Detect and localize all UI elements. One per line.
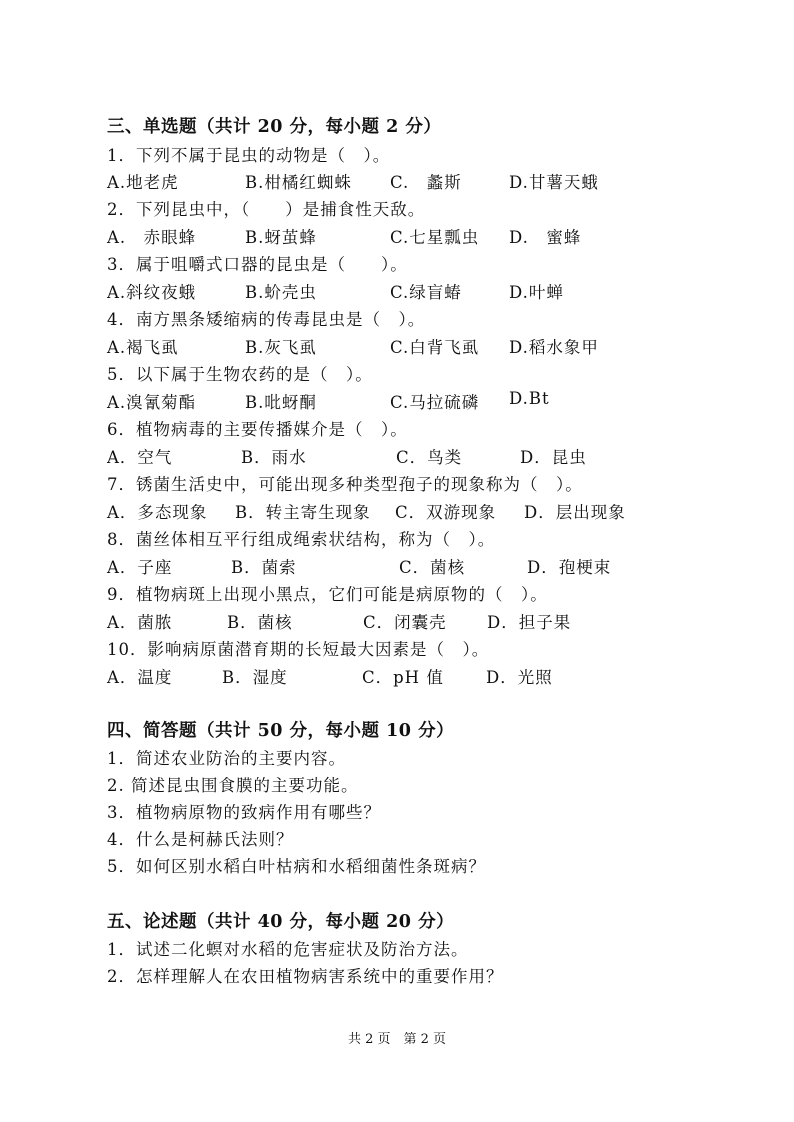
short-answer-1: 1．简述农业防治的主要内容。 (107, 749, 346, 768)
question-7: 7．锈菌生活史中，可能出现多种类型孢子的现象称为（ ）。 (107, 475, 583, 494)
q8-option-a: A．子座 (107, 558, 173, 577)
section3-title: 三、单选题（共计 20 分，每小题 2 分） (107, 117, 442, 137)
q10-option-a: A．温度 (107, 668, 173, 687)
q6-option-b: B．雨水 (241, 448, 307, 467)
question-6: 6．植物病毒的主要传播媒介是（ ）。 (107, 420, 408, 439)
q2-option-d: D. 蜜蜂 (509, 228, 582, 247)
q6-option-d: D．昆虫 (520, 448, 587, 467)
q9-option-b: B．菌核 (227, 613, 293, 632)
question-9: 9．植物病斑上出现小黑点，它们可能是病原物的（ ）。 (107, 585, 548, 604)
question-2: 2．下列昆虫中，（ ）是捕食性天敌。 (107, 200, 426, 219)
q7-option-d: D．层出现象 (524, 503, 626, 522)
question-1: 1．下列不属于昆虫的动物是（ ）。 (107, 146, 391, 165)
q7-option-b: B．转主寄生现象 (235, 503, 371, 522)
q4-option-a: A.褐飞虱 (107, 338, 179, 357)
q10-option-d: D．光照 (486, 668, 553, 687)
short-answer-4: 4．什么是柯赫氏法则？ (107, 830, 294, 849)
q8-option-d: D．孢梗束 (527, 558, 612, 577)
q2-option-c: C.七星瓢虫 (390, 228, 480, 247)
q5-option-c: C.马拉硫磷 (390, 393, 480, 412)
q6-option-c: C．鸟类 (396, 448, 463, 467)
q9-option-c: C．闭囊壳 (363, 613, 447, 632)
q4-option-c: C.白背飞虱 (390, 338, 480, 357)
q1-option-b: B.柑橘红蜘蛛 (245, 173, 352, 192)
q6-option-a: A．空气 (107, 448, 173, 467)
q8-option-b: B．菌索 (231, 558, 297, 577)
short-answer-2: 2. 简述昆虫围食膜的主要功能。 (107, 776, 359, 795)
section5-title: 五、论述题（共计 40 分，每小题 20 分） (107, 912, 455, 932)
question-5: 5．以下属于生物农药的是（ ）。 (107, 365, 373, 384)
q7-option-a: A．多态现象 (107, 503, 208, 522)
q5-option-d: D.Bt (509, 389, 550, 408)
question-4: 4．南方黑条矮缩病的传毒昆虫是（ ）。 (107, 310, 426, 329)
question-3: 3．属于咀嚼式口器的昆虫是（ ）。 (107, 255, 408, 274)
short-answer-3: 3．植物病原物的致病作用有哪些？ (107, 803, 381, 822)
q8-option-c: C．菌核 (399, 558, 466, 577)
q3-option-a: A.斜纹夜蛾 (107, 283, 197, 302)
q7-option-c: C．双游现象 (395, 503, 497, 522)
q9-option-d: D．担子果 (487, 613, 572, 632)
q4-option-d: D.稻水象甲 (509, 338, 599, 357)
essay-2: 2．怎样理解人在农田植物病害系统中的重要作用？ (107, 967, 504, 986)
q9-option-a: A．菌脓 (107, 613, 173, 632)
q5-option-b: B.吡蚜酮 (245, 393, 317, 412)
q1-option-a: A.地老虎 (107, 173, 179, 192)
q3-option-b: B.蚧壳虫 (245, 283, 317, 302)
question-10: 10．影响病原菌潜育期的长短最大因素是（ ）。 (107, 640, 490, 659)
q2-option-b: B.蚜茧蜂 (245, 228, 317, 247)
q1-option-c: C. 蠡斯 (390, 173, 462, 192)
q3-option-d: D.叶蝉 (509, 283, 564, 302)
page-footer: 共 2 页 第 2 页 (347, 1032, 447, 1047)
essay-1: 1．试述二化螟对水稻的危害症状及防治方法。 (107, 940, 469, 959)
question-8: 8．菌丝体相互平行组成绳索状结构，称为（ ）。 (107, 530, 496, 549)
q3-option-c: C.绿盲蝽 (390, 283, 462, 302)
q10-option-c: C．pH 值 (362, 668, 444, 687)
section4-title: 四、简答题（共计 50 分，每小题 10 分） (107, 721, 455, 741)
short-answer-5: 5．如何区别水稻白叶枯病和水稻细菌性条斑病？ (107, 857, 486, 876)
q10-option-b: B．湿度 (222, 668, 288, 687)
q5-option-a: A.溴氰菊酯 (107, 393, 197, 412)
q1-option-d: D.甘薯天蛾 (509, 173, 599, 192)
q2-option-a: A. 赤眼蜂 (107, 228, 197, 247)
q4-option-b: B.灰飞虱 (245, 338, 317, 357)
